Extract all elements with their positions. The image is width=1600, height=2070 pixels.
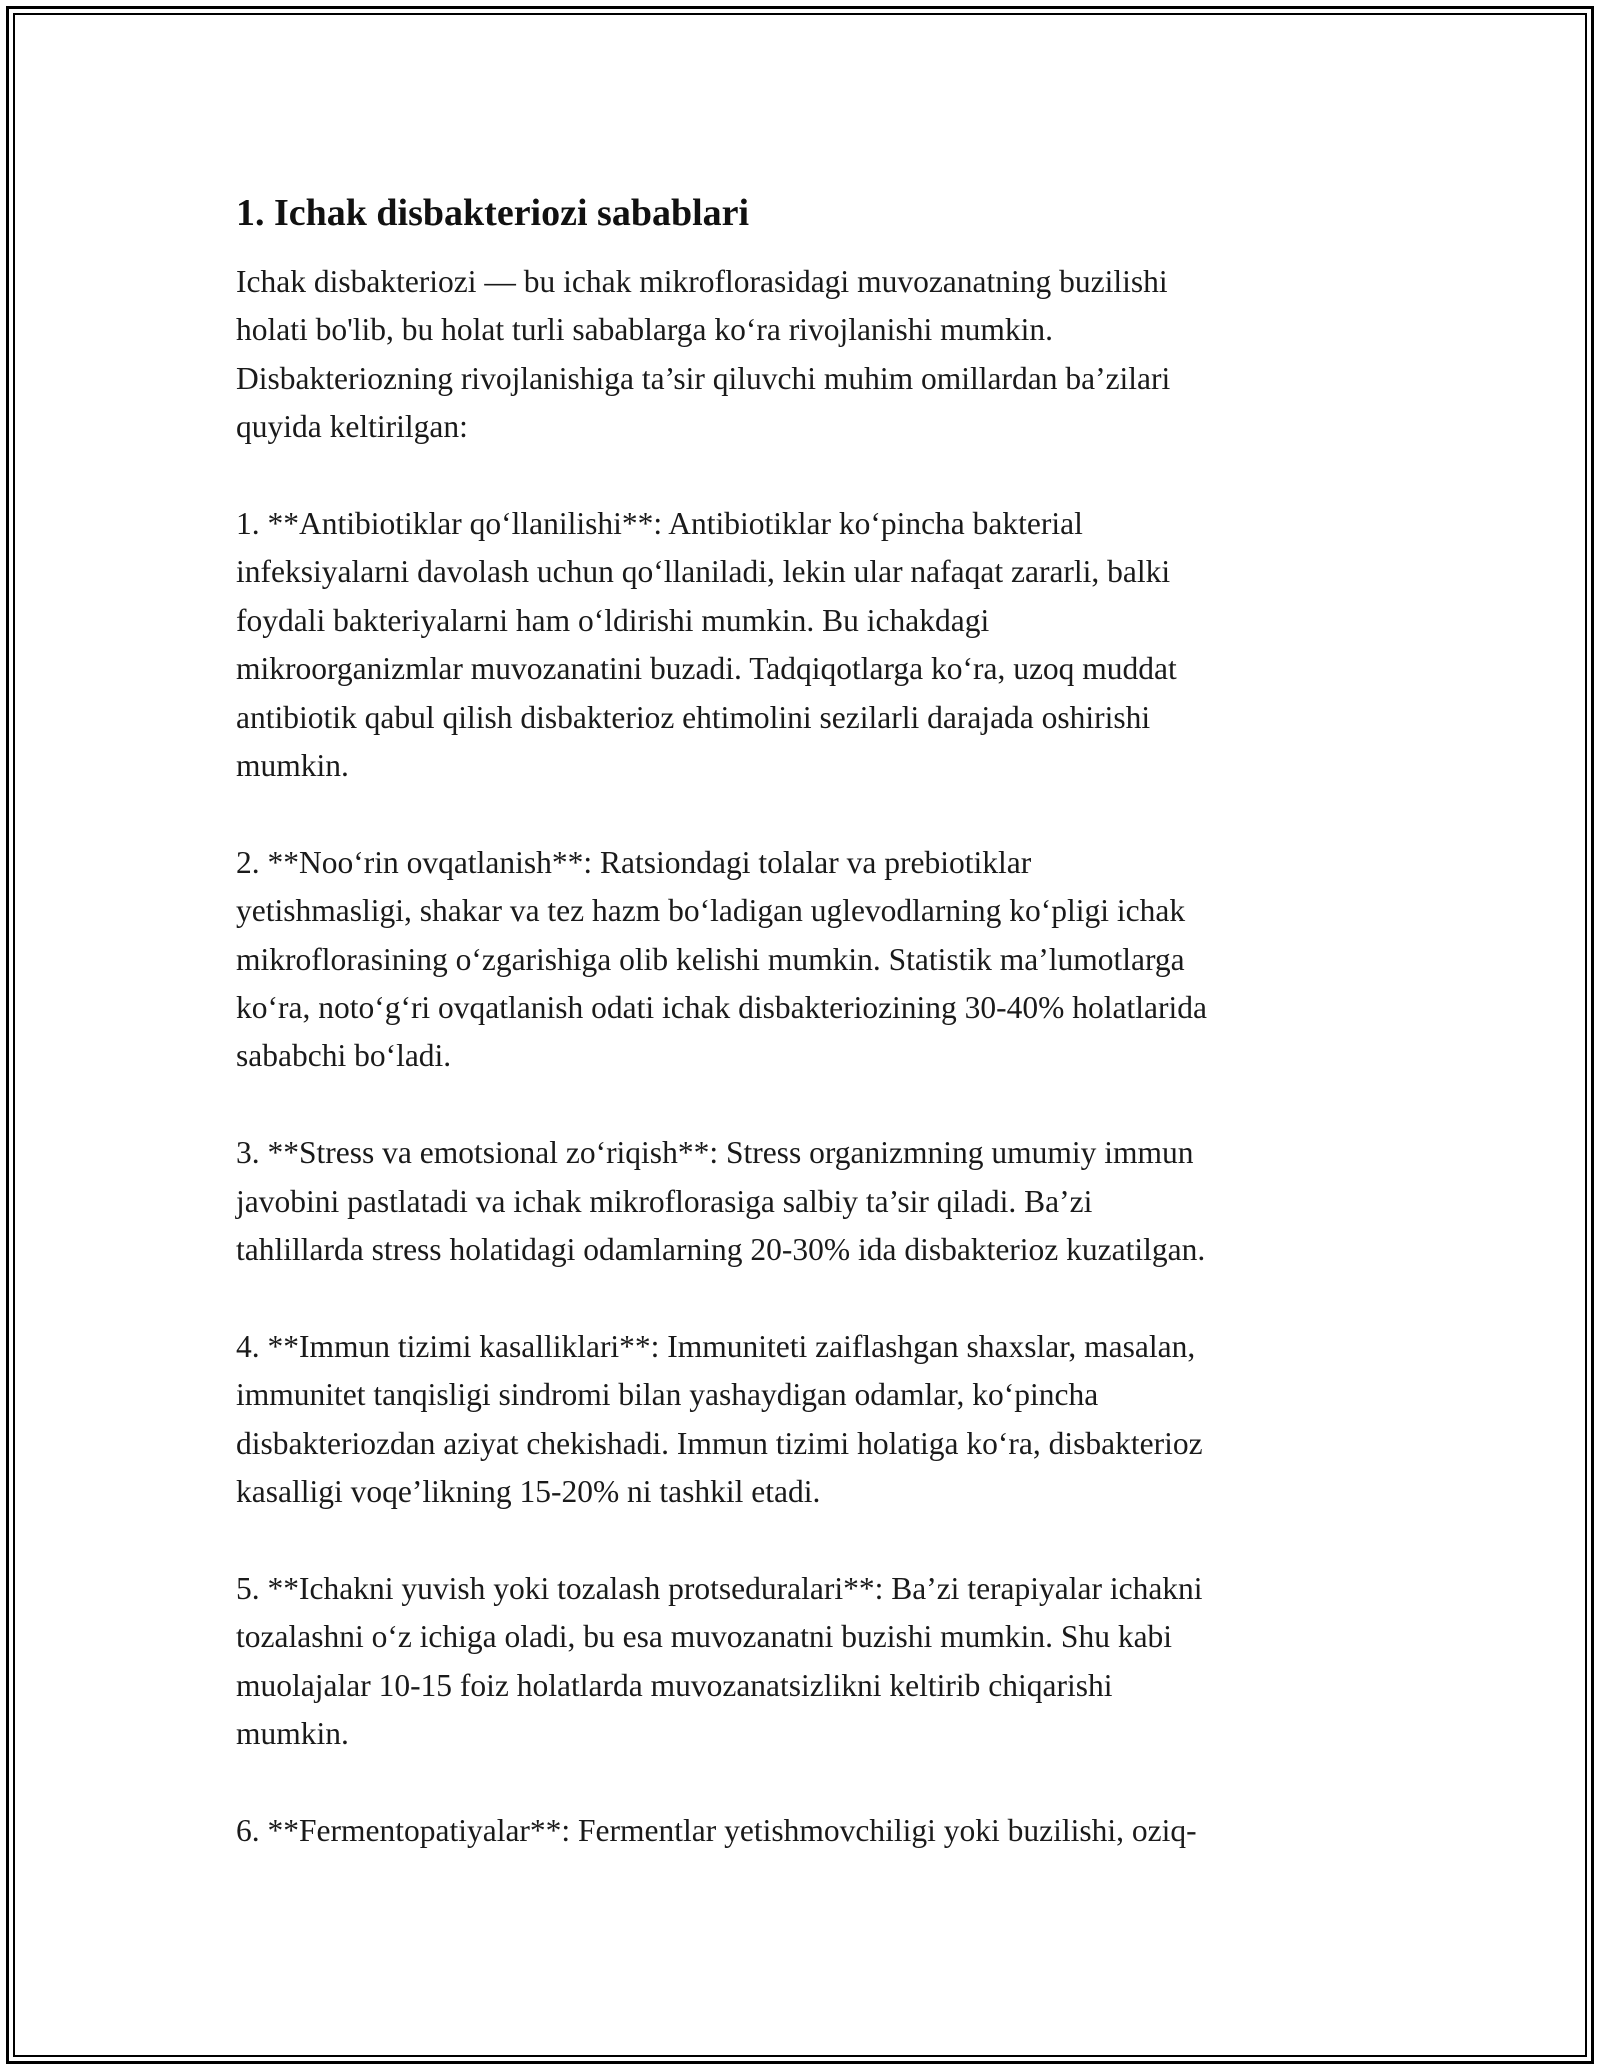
- list-item-nutrition: 2. **Noo‘rin ovqatlanish**: Ratsiondagi tolalar va prebiotiklar yetishmasligi, shakar va tez hazm bo‘ladigan uglevodlarning ko‘pligi ichak mikroflorasining o‘zgarishiga olib kelishi mumkin. Statistik ma’lumotlarga ko‘ra, noto‘g‘ri ovqatlanish odati ichak disbakteriozining 30-40% holatlarida sababchi bo‘ladi.: [236, 844, 1207, 1074]
- list-item-cleansing: 5. **Ichakni yuvish yoki tozalash protseduralari**: Ba’zi terapiyalar ichakni tozalashni o‘z ichiga oladi, bu esa muvozanatni buzishi mumkin. Shu kabi muolajalar 10-15 foiz holatlarda muvozanatsizlikni keltirib chiqarishi mumkin.: [236, 1570, 1203, 1752]
- section-heading: 1. Ichak disbakteriozi sabablari: [236, 192, 750, 234]
- intro-paragraph: Ichak disbakteriozi — bu ichak mikroflorasidagi muvozanatning buzilishi holati bo'lib, bu holat turli sabablarga ko‘ra rivojlanishi mumkin. Disbakteriozning rivojlanishiga ta’sir qiluvchi muhim omillardan ba’zilari quyida keltirilgan:: [236, 264, 1171, 445]
- list-item-antibiotics: 1. **Antibiotiklar qo‘llanilishi**: Antibiotiklar ko‘pincha bakterial infeksiyalarni davolash uchun qo‘llaniladi, lekin ular nafaqat zararli, balki foydali bakteriyalarni ham o‘ldirishi mumkin. Bu ichakdagi mikroorganizmlar muvozanatini buzadi. Tadqiqotlarga ko‘ra, uzoq muddat antibiotik qabul qilish disbakterioz ehtimolini sezilarli darajada oshirishi mumkin.: [236, 506, 1177, 784]
- list-item-immune: 4. **Immun tizimi kasalliklari**: Immuniteti zaiflashgan shaxslar, masalan, immunitet tanqisligi sindromi bilan yashaydigan odamlar, ko‘pincha disbakteriozdan aziyat chekishadi. Immun tizimi holatiga ko‘ra, disbakterioz kasalligi voqe’likning 15-20% ni tashkil etadi.: [236, 1328, 1203, 1510]
- document-body: [236, 186, 1376, 1904]
- list-item-fermentopathy: 6. **Fermentopatiyalar**: Fermentlar yetishmovchiligi yoki buzilishi, oziq-: [236, 1812, 1197, 1848]
- list-item-stress: 3. **Stress va emotsional zo‘riqish**: Stress organizmning umumiy immun javobini pastlatadi va ichak mikroflorasiga salbiy ta’sir qiladi. Ba’zi tahlillarda stress holatidagi odamlarning 20-30% ida disbakterioz kuzatilgan.: [236, 1135, 1206, 1268]
